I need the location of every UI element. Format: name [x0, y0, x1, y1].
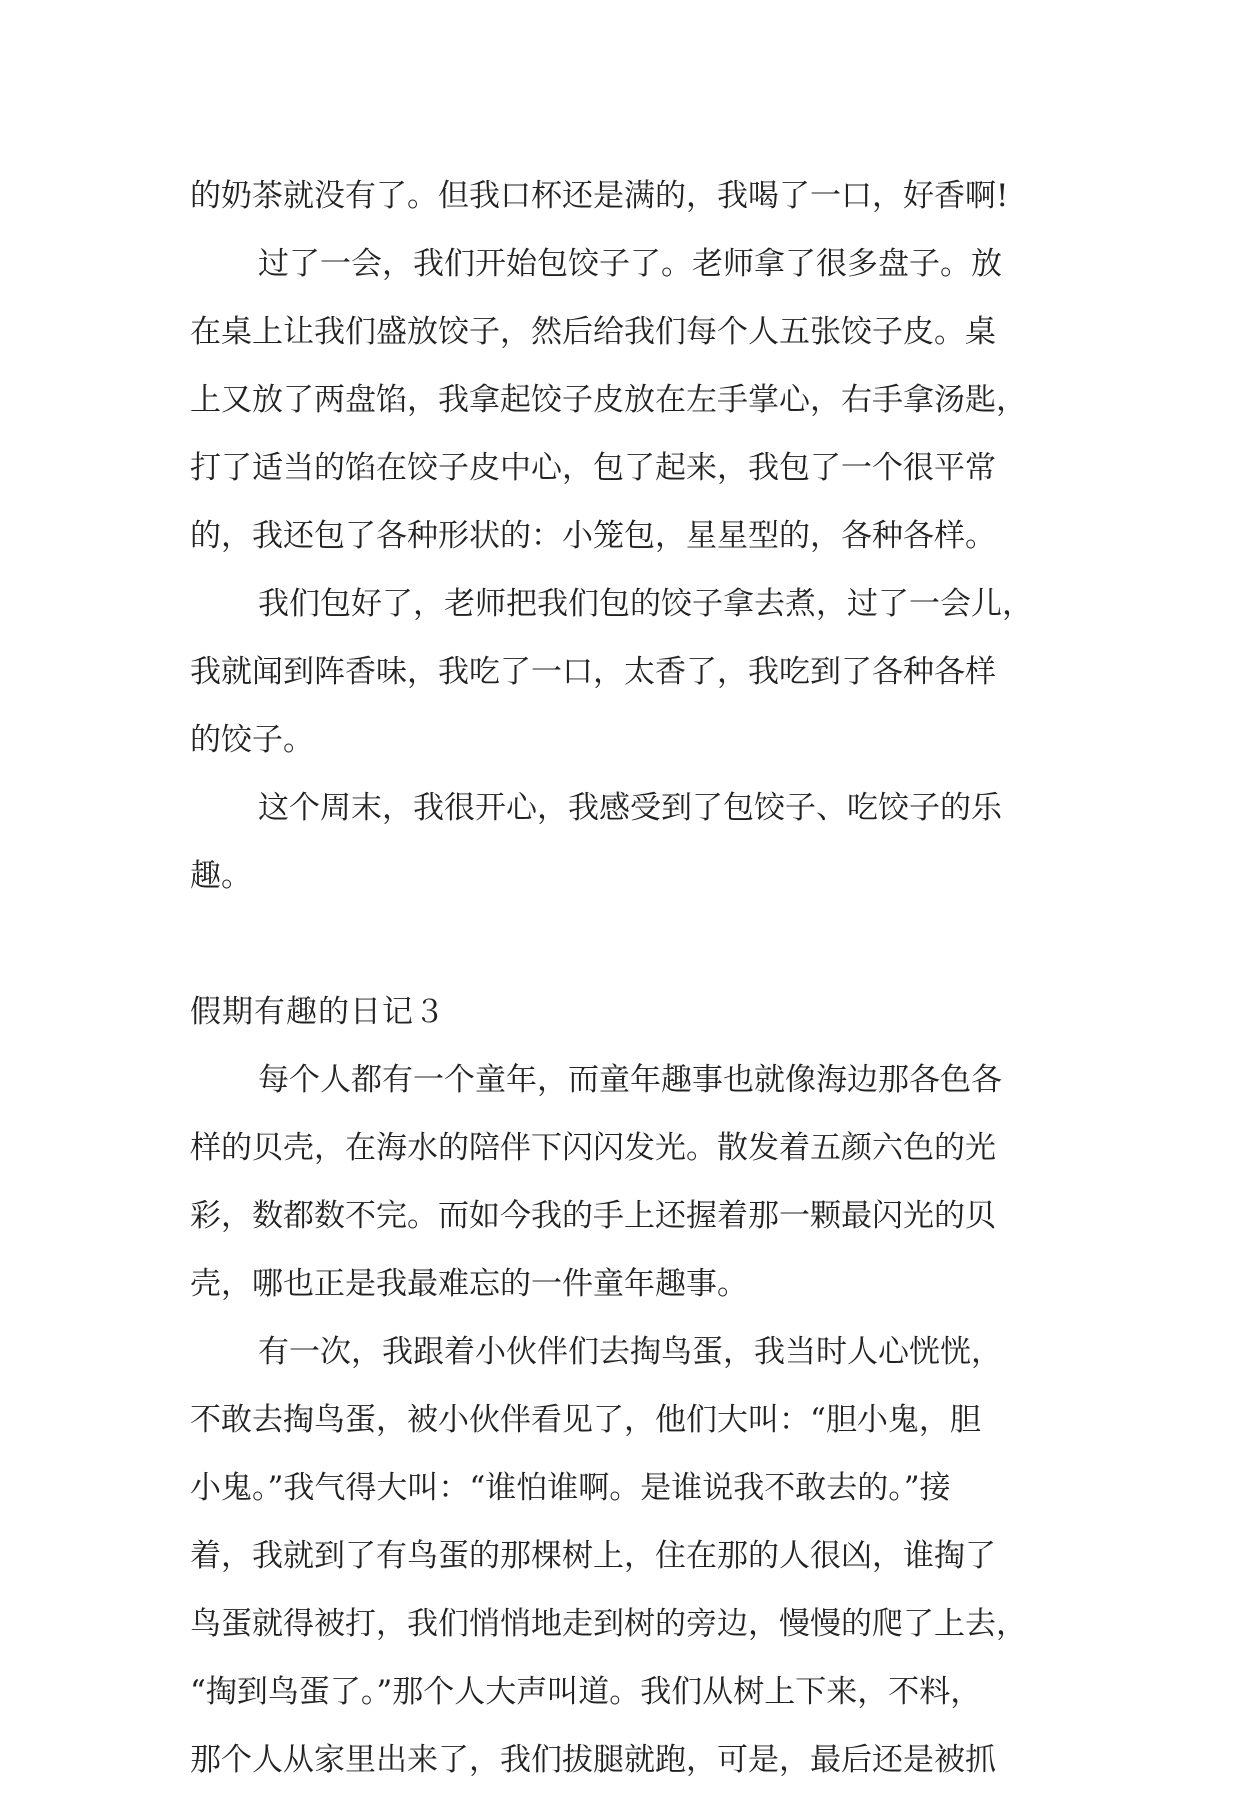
- text-line: 不敢去掏鸟蛋，被小伙伴看见了，他们大叫：“胆小鬼，胆: [190, 1402, 981, 1438]
- text-line: 着，我就到了有鸟蛋的那棵树上，住在那的人很凶，谁掏了: [190, 1538, 996, 1574]
- text-line: 样的贝壳，在海水的陪伴下闪闪发光。散发着五颜六色的光: [190, 1130, 996, 1166]
- text-line: 有一次，我跟着小伙伴们去掏鸟蛋，我当时人心恍恍，: [258, 1334, 1002, 1370]
- text-line: 的奶茶就没有了。但我口杯还是满的，我喝了一口，好香啊!: [190, 178, 1009, 214]
- diary-entry-2-continuation: [190, 162, 1060, 910]
- text-line: 过了一会，我们开始包饺子了。老师拿了很多盘子。放: [258, 246, 1002, 282]
- text-line: “掏到鸟蛋了。”那个人大声叫道。我们从树上下来，不料，: [190, 1674, 982, 1710]
- text-line: 的，我还包了各种形状的：小笼包，星星型的，各种各样。: [190, 518, 996, 554]
- blank-line: [190, 910, 1060, 978]
- text-line: 小鬼。”我气得大叫：“谁怕谁啊。是谁说我不敢去的。”接: [190, 1470, 951, 1506]
- text-line: 打了适当的馅在饺子皮中心，包了起来，我包了一个很平常: [190, 450, 996, 486]
- text-line: 在桌上让我们盛放饺子，然后给我们每个人五张饺子皮。桌: [190, 314, 996, 350]
- document-body: [190, 162, 1060, 1794]
- text-line: 上又放了两盘馅，我拿起饺子皮放在左手掌心，右手拿汤匙，: [190, 382, 1027, 418]
- text-line: 那个人从家里出来了，我们拔腿就跑，可是，最后还是被抓: [190, 1742, 996, 1778]
- text-line: 壳，哪也正是我最难忘的一件童年趣事。: [190, 1266, 748, 1302]
- text-line: 这个周末，我很开心，我感受到了包饺子、吃饺子的乐: [258, 790, 1002, 826]
- diary-entry-3: [190, 1046, 1060, 1794]
- text-line: 的饺子。: [190, 722, 314, 758]
- text-line: 鸟蛋就得被打，我们悄悄地走到树的旁边，慢慢的爬了上去，: [190, 1606, 1027, 1642]
- section-title: 假期有趣的日记３: [190, 994, 446, 1030]
- text-line: 趣。: [190, 858, 252, 894]
- text-line: 我就闻到阵香味，我吃了一口，太香了，我吃到了各种各样: [190, 654, 996, 690]
- text-line: 我们包好了，老师把我们包的饺子拿去煮，过了一会儿，: [258, 586, 1033, 622]
- text-line: 彩，数都数不完。而如今我的手上还握着那一颗最闪光的贝: [190, 1198, 996, 1234]
- text-line: 每个人都有一个童年，而童年趣事也就像海边那各色各: [258, 1062, 1002, 1098]
